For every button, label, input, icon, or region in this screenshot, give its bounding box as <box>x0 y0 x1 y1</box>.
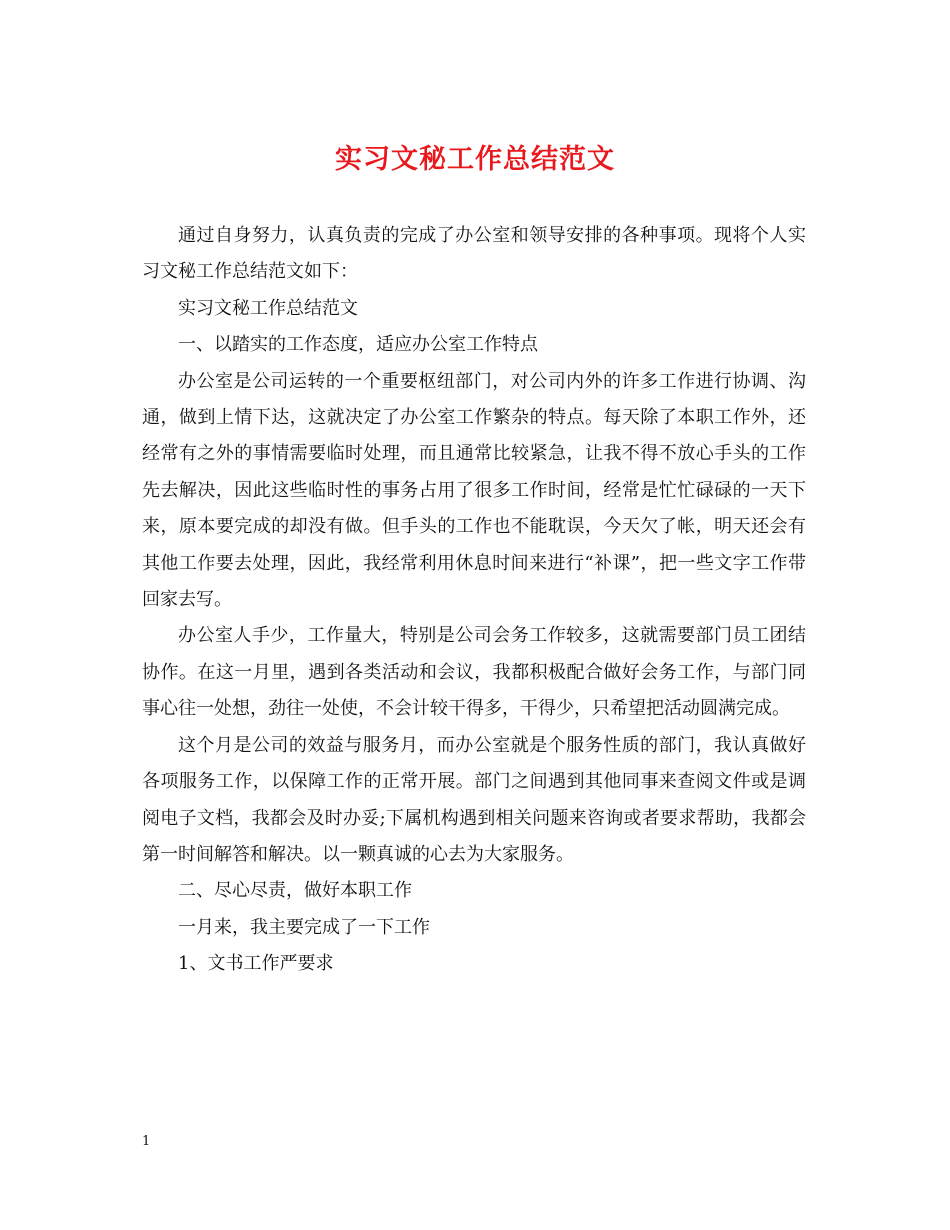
paragraph-teamwork: 办公室人手少，工作量大，特别是公司会务工作较多，这就需要部门员工团结协作。在这一月里，遇到各类活动和会议，我都积极配合做好会务工作，与部门同事心往一处想，劲往一处使，不会计较干得多，干得少，只希望把活动圆满完成。 <box>142 625 806 720</box>
document-title: 实习文秘工作总结范文 <box>335 144 615 175</box>
section-heading-1: 一、以踏实的工作态度，适应办公室工作特点 <box>178 334 538 356</box>
paragraph-office-role: 办公室是公司运转的一个重要枢纽部门，对公司内外的许多工作进行协调、沟通，做到上情下达，这就决定了办公室工作繁杂的特点。每天除了本职工作外，还经常有之外的事情需要临时处理，而且通常比较紧急，让我不得不放心手头的工作先去解决，因此这些临时性的事务占用了很多工作时间，经常是忙忙碌碌的一天下来，原本要完成的却没有做。但手头的工作也不能耽误，今天欠了帐，明天还会有其他工作要去处理，因此，我经常利用休息时间来进行“补课”，把一些文字工作带回家去写。 <box>142 370 806 611</box>
document-body <box>142 218 806 983</box>
page-number: 1 <box>142 1134 151 1149</box>
paragraph-service: 这个月是公司的效益与服务月，而办公室就是个服务性质的部门，我认真做好各项服务工作，以保障工作的正常开展。部门之间遇到其他同事来查阅文件或是调阅电子文档，我都会及时办妥;下属机构遇到相关问题来咨询或者要求帮助，我都会第一时间解答和解决。以一颗真诚的心去为大家服务。 <box>142 734 806 865</box>
paragraph-subtitle: 实习文秘工作总结范文 <box>178 297 358 319</box>
paragraph-intro: 通过自身努力，认真负责的完成了办公室和领导安排的各种事项。现将个人实习文秘工作总结范文如下： <box>142 225 806 283</box>
list-item-1: 1、文书工作严要求 <box>178 953 334 975</box>
paragraph-work-summary: 一月来，我主要完成了一下工作 <box>178 916 430 938</box>
section-heading-2: 二、尽心尽责，做好本职工作 <box>178 880 412 902</box>
